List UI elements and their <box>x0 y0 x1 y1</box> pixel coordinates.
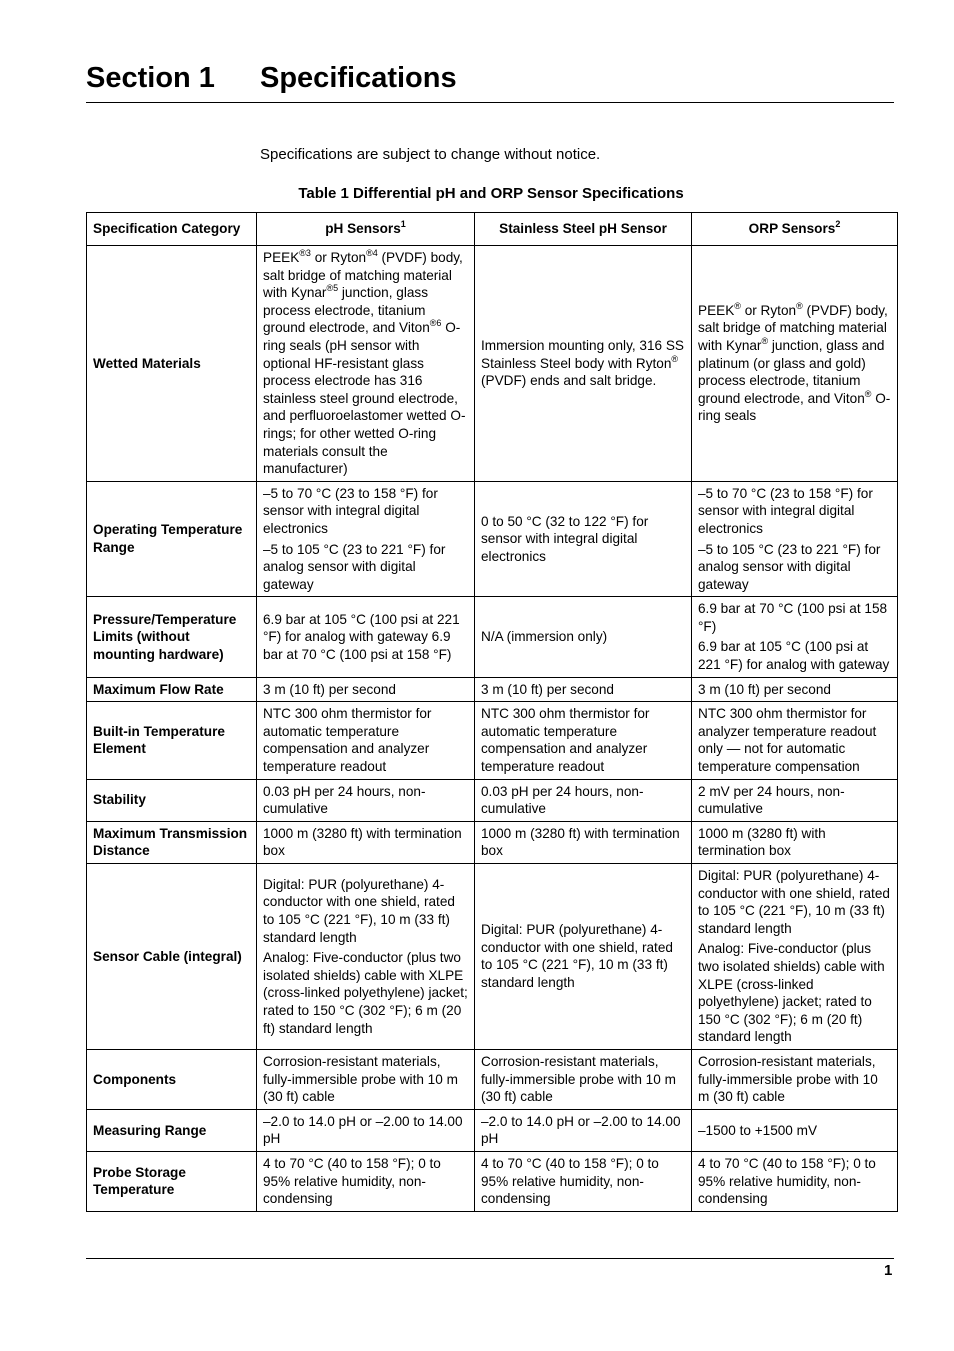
cell-paragraph: 6.9 bar at 105 °C (100 psi at 221 °F) for analog with gateway <box>698 639 890 673</box>
cell-paragraph: Corrosion-resistant materials, fully-immersible probe with 10 m (30 ft) cable <box>263 1053 458 1105</box>
trademark-sup: ® <box>864 388 872 399</box>
spec-cell <box>475 864 692 1050</box>
spec-cell <box>475 481 692 597</box>
cell-paragraph: NTC 300 ohm thermistor for analyzer temperature readout only — not for automatic temperature compensation <box>698 706 877 775</box>
spec-cell <box>257 864 475 1050</box>
table-row <box>87 702 898 779</box>
spec-cell <box>257 246 475 482</box>
spec-cell <box>692 821 898 863</box>
text-run: (PVDF) body, salt bridge of matching material with Kynar <box>263 250 463 301</box>
text-run: junction, glass and platinum (or glass and gold) process electrode, titanium ground electrode, and Viton <box>698 337 885 406</box>
spec-cell <box>475 702 692 779</box>
cell-paragraph: Corrosion-resistant materials, fully-immersible probe with 10 m (30 ft) cable <box>481 1053 676 1105</box>
spec-cell <box>257 821 475 863</box>
trademark-sup: ®4 <box>366 248 378 258</box>
cell-paragraph: Digital: PUR (polyurethane) 4-conductor with one shield, rated to 105 °C (221 °F), 10 m (33 ft) standard length <box>698 868 890 936</box>
cell-paragraph: NTC 300 ohm thermistor for automatic temperature compensation and analyzer temperature readout <box>263 706 432 775</box>
table-row <box>87 821 898 863</box>
cell-paragraph: –5 to 105 °C (23 to 221 °F) for analog sensor with digital gateway <box>263 541 446 592</box>
footer-rule <box>86 1258 894 1259</box>
cell-paragraph: Analog: Five-conductor (plus two isolated shields) cable with XLPE (cross-linked polyethylene) jacket; rated to 150 °C (302 °F); 6 m (20 ft) standard length <box>263 950 468 1036</box>
spec-cell <box>257 1151 475 1211</box>
category-cell: Components <box>87 1049 257 1109</box>
cell-paragraph: –2.0 to 14.0 pH or –2.00 to 14.00 pH <box>481 1113 681 1147</box>
category-cell: Built-in Temperature Element <box>87 702 257 779</box>
trademark-sup: ® <box>761 335 769 346</box>
text-run: PEEK <box>698 302 735 318</box>
table-row <box>87 864 898 1050</box>
text-run: or Ryton <box>310 250 367 265</box>
spec-cell <box>692 864 898 1050</box>
cell-paragraph: 1000 m (3280 ft) with termination box <box>481 825 680 859</box>
spec-cell <box>692 597 898 677</box>
table-row <box>87 597 898 677</box>
category-cell: Stability <box>87 779 257 821</box>
text-run: junction, glass process electrode, titanium ground electrode, and Viton <box>263 285 430 336</box>
text-run: PEEK <box>263 250 300 265</box>
spec-cell <box>475 821 692 863</box>
table-caption: Table 1 Differential pH and ORP Sensor Specifications <box>298 185 684 202</box>
cell-paragraph: 1000 m (3280 ft) with termination box <box>698 825 826 859</box>
text-run: O-ring seals <box>698 390 891 424</box>
trademark-sup: ® <box>671 353 679 364</box>
cell-paragraph: 0.03 pH per 24 hours, non-cumulative <box>263 783 426 817</box>
spec-cell <box>257 702 475 779</box>
spec-cell <box>257 677 475 702</box>
cell-paragraph: –5 to 70 °C (23 to 158 °F) for sensor with integral digital electronics <box>698 485 873 536</box>
section-title: Specifications <box>260 62 457 94</box>
trademark-sup: ®3 <box>299 248 311 258</box>
category-cell: Maximum Transmission Distance <box>87 821 257 863</box>
table-row <box>87 779 898 821</box>
spec-cell <box>257 481 475 597</box>
cell-paragraph: 0.03 pH per 24 hours, non-cumulative <box>481 783 644 817</box>
spec-cell <box>257 1109 475 1151</box>
spec-cell <box>475 1049 692 1109</box>
header-cell: pH Sensors$^1$ <box>257 213 475 246</box>
cell-paragraph: –5 to 70 °C (23 to 158 °F) for sensor with integral digital electronics <box>263 485 438 536</box>
cell-paragraph: Digital: PUR (polyurethane) 4-conductor with one shield, rated to 105 °C (221 °F), 10 m (33 ft) standard length <box>263 876 455 945</box>
cell-paragraph: 1000 m (3280 ft) with termination box <box>263 825 462 859</box>
cell-paragraph: 4 to 70 °C (40 to 158 °F); 0 to 95% relative humidity, non-condensing <box>698 1155 876 1207</box>
page-number: 1 <box>884 1262 893 1279</box>
spec-cell <box>475 597 692 677</box>
category-cell: Wetted Materials <box>87 246 257 482</box>
text-run: (PVDF) ends and salt bridge. <box>481 373 657 389</box>
spec-cell <box>692 246 898 482</box>
header-cell: Specification Category <box>87 213 257 246</box>
category-cell: Measuring Range <box>87 1109 257 1151</box>
cell-paragraph: 3 m (10 ft) per second <box>263 681 396 697</box>
spec-cell <box>692 779 898 821</box>
cell-paragraph: 4 to 70 °C (40 to 158 °F); 0 to 95% relative humidity, non-condensing <box>481 1155 659 1207</box>
category-cell: Probe Storage Temperature <box>87 1151 257 1211</box>
spec-cell <box>692 1049 898 1109</box>
table-row <box>87 481 898 597</box>
trademark-sup: ® <box>796 300 803 311</box>
cell-paragraph: Digital: PUR (polyurethane) 4-conductor with one shield, rated to 105 °C (221 °F), 10 m (33 ft) standard length <box>481 922 673 991</box>
table-row <box>87 1049 898 1109</box>
spec-cell <box>692 1151 898 1211</box>
spec-cell <box>257 779 475 821</box>
section-number: Section 1 <box>86 62 215 94</box>
trademark-sup: ® <box>734 300 741 311</box>
text-run: Immersion mounting only, 316 SS Stainless Steel body with Ryton <box>481 337 684 371</box>
intro-text: Specifications are subject to change without notice. <box>260 146 601 163</box>
trademark-sup: ®5 <box>326 283 339 294</box>
table-body <box>87 246 898 1212</box>
cell-paragraph: 3 m (10 ft) per second <box>698 681 831 697</box>
text-run: O-ring seals (pH sensor with optional HF-resistant glass process electrode has 316 stainless steel ground electrode, and perfluoroelastomer wetted O-rings; for other wetted O-ring materials consult the manufacturer) <box>263 320 466 477</box>
cell-paragraph: –5 to 105 °C (23 to 221 °F) for analog sensor with digital gateway <box>698 541 881 592</box>
cell-paragraph: –1500 to +1500 mV <box>698 1122 818 1138</box>
cell-paragraph: –2.0 to 14.0 pH or –2.00 to 14.00 pH <box>263 1113 463 1147</box>
category-cell: Operating Temperature Range <box>87 481 257 597</box>
spec-cell <box>475 1109 692 1151</box>
spec-cell <box>257 1049 475 1109</box>
cell-paragraph: N/A (immersion only) <box>481 629 608 645</box>
table-row <box>87 246 898 482</box>
cell-paragraph: 3 m (10 ft) per second <box>481 681 614 697</box>
spec-cell <box>475 677 692 702</box>
cell-paragraph: 2 mV per 24 hours, non-cumulative <box>698 783 845 817</box>
table-header-row <box>87 213 898 246</box>
spec-cell <box>692 1109 898 1151</box>
spec-cell <box>692 677 898 702</box>
text-run: or Ryton <box>740 302 797 318</box>
cell-paragraph: 4 to 70 °C (40 to 158 °F); 0 to 95% relative humidity, non-condensing <box>263 1155 441 1207</box>
spec-cell <box>475 779 692 821</box>
cell-paragraph: 0 to 50 °C (32 to 122 °F) for sensor with integral digital electronics <box>481 513 649 564</box>
spec-cell <box>257 597 475 677</box>
spec-cell <box>475 1151 692 1211</box>
table-row <box>87 1151 898 1211</box>
cell-paragraph: 6.9 bar at 105 °C (100 psi at 221 °F) for analog with gateway 6.9 bar at 70 °C (100 psi at 158 °F) <box>263 611 460 662</box>
header-cell: ORP Sensors$^2$ <box>692 213 898 246</box>
spec-cell <box>692 481 898 597</box>
spec-table <box>86 212 898 1212</box>
spec-cell <box>692 702 898 779</box>
spec-cell <box>475 246 692 482</box>
category-cell: Pressure/Temperature Limits (without mounting hardware) <box>87 597 257 677</box>
category-cell: Maximum Flow Rate <box>87 677 257 702</box>
header-cell: Stainless Steel pH Sensor <box>475 213 692 246</box>
cell-paragraph: Corrosion-resistant materials, fully-immersible probe with 10 m (30 ft) cable <box>698 1053 878 1105</box>
cell-paragraph: NTC 300 ohm thermistor for automatic temperature compensation and analyzer temperature readout <box>481 706 650 775</box>
category-cell: Sensor Cable (integral) <box>87 864 257 1050</box>
table-row <box>87 1109 898 1151</box>
table-row <box>87 677 898 702</box>
cell-paragraph: Analog: Five-conductor (plus two isolated shields) cable with XLPE (cross-linked polyethylene) jacket; rated to 150 °C (302 °F); 6 m (20 ft) standard length <box>698 941 885 1045</box>
section-heading <box>86 58 894 103</box>
trademark-sup: ®6 <box>429 318 442 329</box>
cell-paragraph: 6.9 bar at 70 °C (100 psi at 158 °F) <box>698 601 888 634</box>
text-run: (PVDF) body, salt bridge of matching material with Kynar <box>698 302 888 353</box>
